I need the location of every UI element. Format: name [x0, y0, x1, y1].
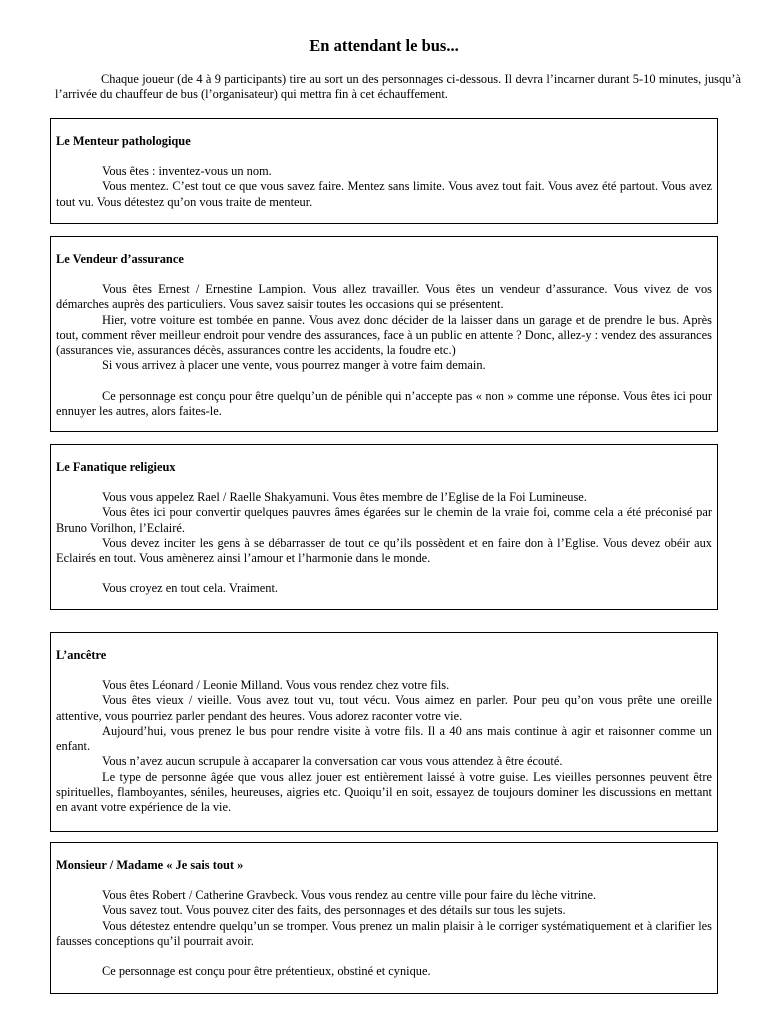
character-card-menteur	[50, 118, 718, 224]
character-card-fanatique	[50, 444, 718, 610]
card-paragraph: Vous êtes Léonard / Leonie Milland. Vous vous rendez chez votre fils.	[102, 678, 450, 692]
card-paragraph: Vous devez inciter les gens à se débarrasser de tout ce qu’ils possèdent et en faire don à l’Eglise. Vous devez obéir aux Eclairés en tout. Vous amènerez ainsi l’amour et l’harmonie dans le monde.	[56, 535, 712, 566]
card-heading: Monsieur / Madame « Je sais tout »	[56, 858, 244, 872]
card-heading: L’ancêtre	[56, 648, 107, 662]
intro-text: Chaque joueur (de 4 à 9 participants) tire au sort un des personnages ci-dessous. Il devra l’incarner durant 5-10 minutes, jusqu’à l’arrivée du chauffeur de bus (l’organisateur) qui mettra fin à cet échauffement.	[55, 72, 741, 102]
intro-paragraph	[55, 72, 741, 103]
card-paragraph: Vous êtes Robert / Catherine Gravbeck. Vous vous rendez au centre ville pour faire du lèche vitrine.	[102, 888, 597, 902]
card-paragraph: Vous êtes : inventez-vous un nom.	[102, 164, 272, 178]
document-title: En attendant le bus...	[309, 36, 459, 55]
card-paragraph: Vous êtes Ernest / Ernestine Lampion. Vous allez travailler. Vous êtes un vendeur d’assurance. Vous vivez de vos démarches auprès des particuliers. Vous savez saisir toutes les occasions qui se présentent.	[56, 282, 712, 312]
card-heading: Le Vendeur d’assurance	[56, 252, 184, 266]
character-card-je-sais-tout	[50, 842, 718, 994]
character-card-ancetre	[50, 632, 718, 832]
card-paragraph: Vous mentez. C’est tout ce que vous savez faire. Mentez sans limite. Vous avez tout fait. Vous avez été partout. Vous avez tout vu. Vous détestez qu’on vous traite de menteur.	[56, 179, 712, 209]
card-paragraph: Ce personnage est conçu pour être prétentieux, obstiné et cynique.	[102, 964, 431, 979]
character-card-vendeur	[50, 236, 718, 432]
card-heading: Le Fanatique religieux	[56, 460, 176, 474]
card-body	[56, 164, 712, 210]
card-paragraph: Vous vous appelez Rael / Raelle Shakyamuni. Vous êtes membre de l’Eglise de la Foi Lumineuse.	[102, 490, 587, 504]
card-body	[56, 282, 712, 419]
card-paragraph: Vous n’avez aucun scrupule à accaparer la conversation car vous vous attendez à être écouté.	[102, 754, 563, 769]
card-paragraph: Le type de personne âgée que vous allez jouer est entièrement laissé à votre guise. Les vieilles personnes peuvent être spirituelles, flamboyantes, séniles, heureuses, aigries etc. Quoiqu’il en soit, essayez de toujours dominer les discussions en mettant en avant votre expérience de la vie.	[56, 769, 712, 815]
card-paragraph: Si vous arrivez à placer une vente, vous pourrez manger à votre faim demain.	[102, 358, 486, 373]
card-body	[56, 678, 712, 816]
card-body	[56, 490, 712, 597]
card-paragraph: Vous êtes ici pour convertir quelques pauvres âmes égarées sur le chemin de la vraie foi, comme cela a été préconisé par Bruno Vorilhon, l’Eclairé.	[56, 505, 712, 535]
card-paragraph: Vous détestez entendre quelqu’un se tromper. Vous prenez un malin plaisir à le corriger systématiquement et à clarifier les fausses conceptions qu’il pourrait avoir.	[56, 918, 712, 948]
card-paragraph: Hier, votre voiture est tombée en panne. Vous avez donc décider de la laisser dans un garage et de prendre le bus. Après tout, comment rêver meilleur endroit pour vendre des assurances, face à un public en attente ? Donc, allez-y : vendez des assurances (assurances vie, assurances décès, assurances contre les accidents, la foudre etc.)	[56, 312, 712, 358]
card-paragraph: Ce personnage est conçu pour être quelqu’un de pénible qui n’accepte pas « non » comme une réponse. Vous êtes ici pour ennuyer les autres, alors faites-le.	[56, 388, 712, 419]
card-heading: Le Menteur pathologique	[56, 134, 191, 148]
card-paragraph: Vous savez tout. Vous pouvez citer des faits, des personnages et des détails sur tous les sujets.	[102, 903, 566, 918]
card-paragraph: Vous êtes vieux / vieille. Vous avez tout vu, tout vécu. Vous aimez en parler. Pour peu qu’on vous prête une oreille attentive, vous pourriez parler pendant des heures. Vous adorez raconter votre vie.	[56, 693, 712, 723]
card-paragraph: Aujourd’hui, vous prenez le bus pour rendre visite à votre fils. Il a 40 ans mais continue à agir et raisonner comme un enfant.	[56, 723, 712, 754]
card-paragraph: Vous croyez en tout cela. Vraiment.	[102, 581, 278, 596]
card-body	[56, 888, 712, 979]
